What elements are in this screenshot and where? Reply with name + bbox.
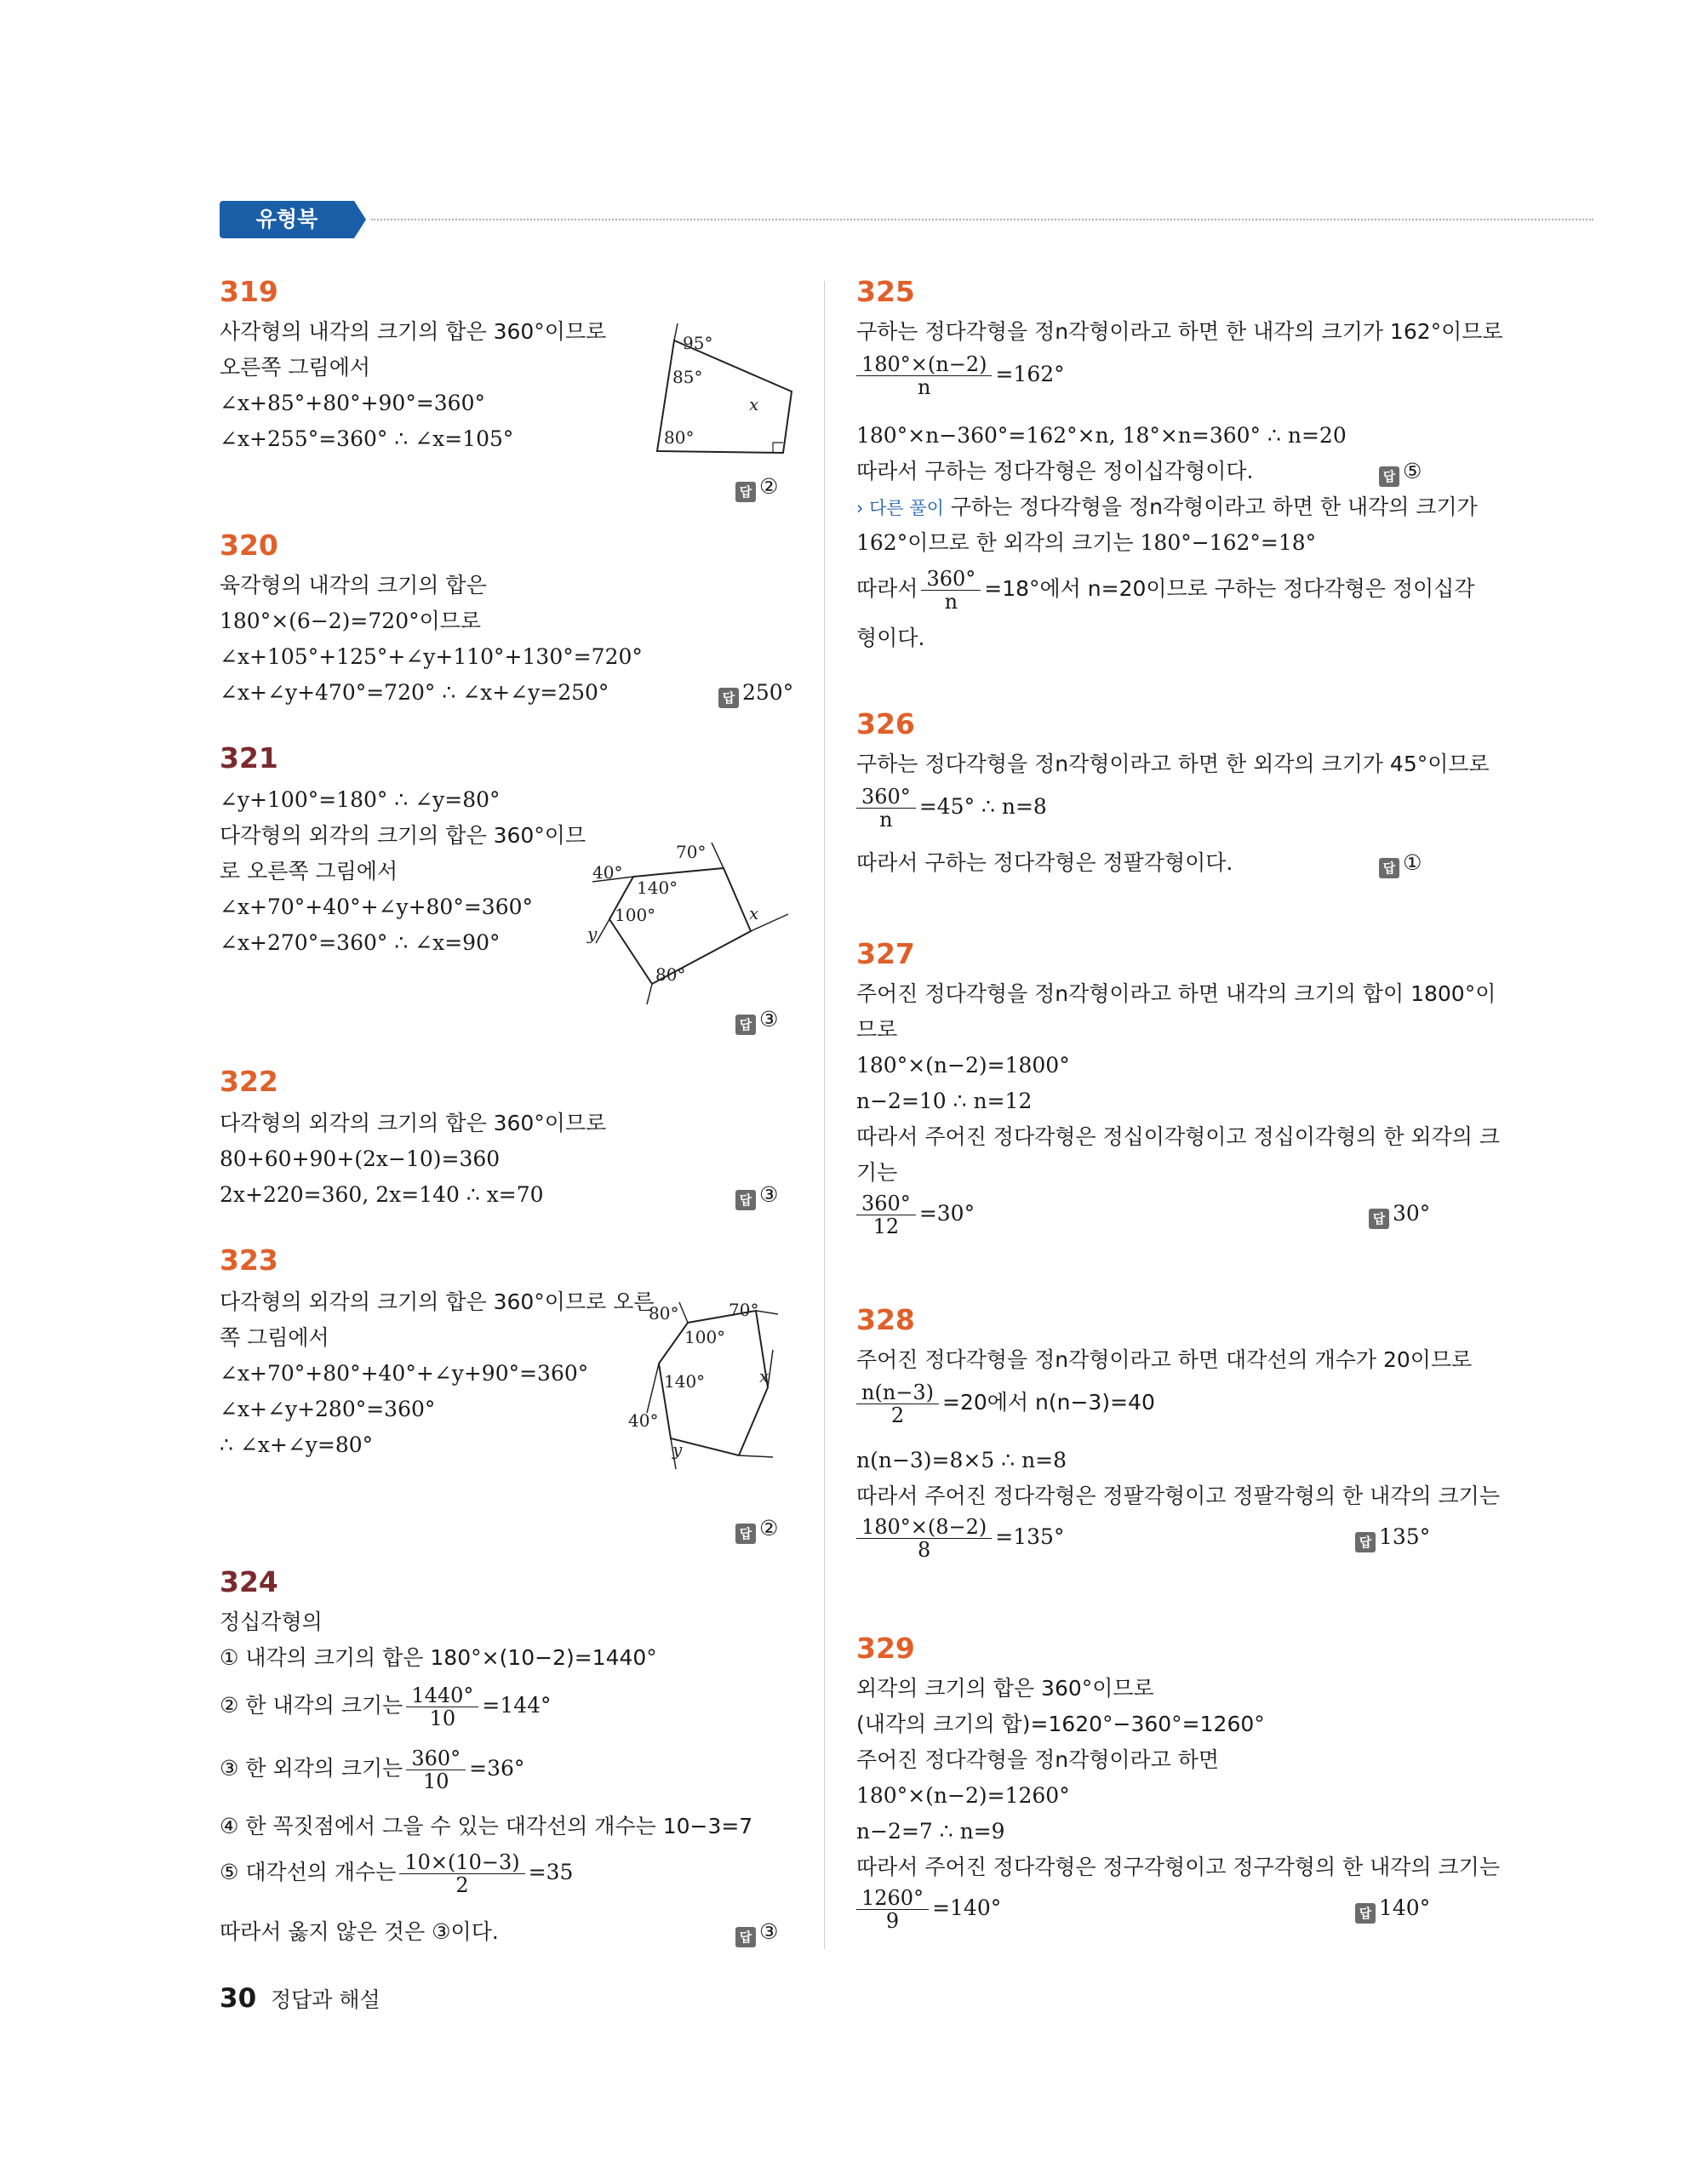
angle-label: 70° [676, 842, 707, 862]
problem-number: 320 [220, 529, 278, 562]
fraction: $\frac{360^\circ}{12}$ [856, 1192, 916, 1238]
problem-327 [856, 936, 1500, 1260]
answer-mark-icon: 답 [1379, 858, 1399, 878]
problem-328 [856, 1302, 1500, 1583]
angle-label: 85° [672, 367, 703, 387]
angle-label: x [759, 1366, 769, 1386]
answer-mark-icon: 답 [1355, 1532, 1376, 1552]
page-number: 30 [220, 1983, 257, 2014]
column-divider [824, 281, 825, 1949]
solution-line: 육각형의 내각의 크기의 합은 [220, 573, 487, 597]
problem-322 [220, 1064, 798, 1217]
solution-line: ∠x+255°=360° ∴ ∠x=105° [220, 426, 514, 451]
problem-324 [220, 1564, 798, 1922]
answer-mark-icon: 답 [1369, 1209, 1389, 1229]
angle-label: 40° [592, 862, 623, 883]
problem-326 [856, 706, 1490, 894]
solution-line: 정십각형의 [220, 1609, 323, 1634]
answer: 답 ① [1379, 848, 1422, 878]
figure-323-hexagon [628, 1294, 798, 1498]
solution-line: $\frac{180^\circ\times(8-2)}{8}$ =135° [856, 1512, 1064, 1563]
figure-319-quadrilateral [640, 323, 802, 460]
solution-line: 다각형의 외각의 크기의 합은 360°이므 [220, 823, 586, 848]
answer: 답 ⑤ [1379, 456, 1422, 487]
solution-line: 80+60+90+(2x−10)=360 [220, 1146, 501, 1171]
solution-line: ⑤ 대각선의 개수는 $\frac{10\times(10-3)}{2}$ =35 [220, 1850, 574, 1897]
solution-line: 다각형의 외각의 크기의 합은 360°이므로 [220, 1111, 607, 1135]
solution-line: ∠x+∠y+280°=360° [220, 1397, 436, 1421]
solution-line: ∠x+70°+40°+∠y+80°=360° [220, 895, 534, 919]
solution-line: 따라서 옳지 않은 것은 ③이다. [220, 1919, 499, 1944]
solution-line: 180°×(6−2)=720°이므로 [220, 609, 482, 633]
section-tag: 유형북 [220, 201, 354, 238]
answer-mark-icon: 답 [735, 482, 756, 502]
problem-329 [856, 1631, 1500, 1937]
solution-line: ③ 한 외각의 크기는 $\frac{360^\circ}{10}$ =36° [220, 1746, 525, 1793]
answer-mark-icon: 답 [735, 1927, 756, 1947]
answer-mark-icon: 답 [735, 1190, 756, 1210]
problem-number: 325 [856, 275, 915, 308]
angle-label: y [587, 923, 598, 944]
header-dotted-rule [371, 219, 1593, 220]
solution-line: n−2=7 ∴ n=9 [856, 1819, 1005, 1844]
solution-line: $\frac{180^\circ\times(n-2)}{n}$ =162° [856, 349, 1065, 400]
problem-number: 326 [856, 707, 915, 740]
solution-line: 2x+220=360, 2x=140 ∴ x=70 [220, 1182, 544, 1207]
solution-line: 180°×(n−2)=1260° [856, 1783, 1070, 1808]
solution-line: 162°이므로 한 외각의 크기는 180°−162°=18° [856, 530, 1317, 555]
solution-line: $\frac{1260^\circ}{9}$ =140° [856, 1883, 1001, 1934]
problem-number: 327 [856, 937, 915, 970]
fraction: $\frac{360^\circ}{n}$ [921, 568, 981, 613]
answer: 답 ③ [735, 1004, 778, 1035]
solution-line: $\frac{360^\circ}{12}$ =30° [856, 1188, 975, 1239]
section-tag-arrow [354, 201, 366, 238]
fraction: $\frac{1440^\circ}{10}$ [406, 1684, 478, 1729]
solution-line: 180°×(n−2)=1800° [856, 1053, 1070, 1078]
problem-number: 321 [220, 741, 278, 775]
solution-line: ∠x+85°+80°+90°=360° [220, 391, 485, 415]
problem-number: 328 [856, 1303, 915, 1336]
solution-line: 형이다. [856, 626, 925, 650]
angle-label: y [672, 1439, 683, 1460]
answer-mark-icon: 답 [1379, 466, 1399, 487]
solution-line: 외각의 크기의 합은 360°이므로 [856, 1676, 1154, 1701]
fraction: $\frac{1260^\circ}{9}$ [856, 1887, 929, 1932]
solution-line: 쪽 그림에서 [220, 1325, 329, 1350]
solution-line: 주어진 정다각형을 정n각형이라고 하면 [856, 1747, 1220, 1772]
solution-line: n(n−3)=8×5 ∴ n=8 [856, 1448, 1067, 1472]
angle-label: 80° [664, 427, 695, 448]
solution-line: 따라서 구하는 정다각형은 정팔각형이다. [856, 850, 1233, 875]
answer: 답 140° [1355, 1893, 1430, 1924]
angle-label: x [749, 394, 759, 415]
problem-number: 323 [220, 1244, 278, 1277]
solution-line: 므로 [856, 1017, 898, 1042]
solution-line: 구하는 정다각형을 정n각형이라고 하면 한 내각의 크기가 162°이므로 [856, 319, 1503, 344]
solution-line: $\frac{360^\circ}{n}$ =45° ∴ n=8 [856, 781, 1047, 832]
answer: 답 135° [1355, 1522, 1430, 1552]
problem-number: 319 [220, 275, 278, 308]
angle-label: 140° [637, 878, 678, 898]
alt-solution-label: › 다른 풀이 [856, 498, 944, 518]
fraction: $\frac{n(n-3)}{2}$ [856, 1381, 939, 1426]
figure-321-pentagon [584, 834, 797, 1004]
angle-label: 70° [729, 1300, 759, 1320]
fraction: $\frac{10\times(10-3)}{2}$ [399, 1851, 524, 1896]
answer: 답 30° [1369, 1198, 1430, 1229]
solution-line: ∠x+∠y+470°=720° ∴ ∠x+∠y=250° [220, 680, 609, 705]
fraction: $\frac{360^\circ}{n}$ [856, 786, 916, 831]
solution-line: 주어진 정다각형을 정n각형이라고 하면 내각의 크기의 합이 1800°이 [856, 981, 1496, 1006]
solution-line: ∠y+100°=180° ∴ ∠y=80° [220, 787, 501, 812]
solution-line: ② 한 내각의 크기는 $\frac{1440^\circ}{10}$ =144° [220, 1683, 552, 1730]
fraction: $\frac{360^\circ}{10}$ [406, 1747, 466, 1792]
solution-line: ∠x+70°+80°+40°+∠y+90°=360° [220, 1361, 589, 1386]
fraction: $\frac{180^\circ\times(8-2)}{8}$ [856, 1516, 992, 1561]
answer: 답 ③ [735, 1917, 778, 1947]
answer-mark-icon: 답 [735, 1524, 756, 1544]
solution-line: ∴ ∠x+∠y=80° [220, 1432, 374, 1457]
answer-mark-icon: 답 [718, 688, 739, 708]
answer: 답 ③ [735, 1180, 778, 1210]
solution-line: (내각의 크기의 합)=1620°−360°=1260° [856, 1712, 1265, 1736]
answer: 답 ② [735, 1513, 778, 1544]
solution-line: ① 내각의 크기의 합은 180°×(10−2)=1440° [220, 1645, 657, 1670]
solution-line: 따라서 구하는 정다각형은 정이십각형이다. [856, 459, 1254, 483]
solution-line: 주어진 정다각형을 정n각형이라고 하면 대각선의 개수가 20이므로 [856, 1347, 1473, 1372]
solution-line: ④ 한 꼭짓점에서 그을 수 있는 대각선의 개수는 10−3=7 [220, 1814, 753, 1838]
solution-line: 따라서 $\frac{360^\circ}{n}$ =18°에서 n=20이므로 구하는 정다각형은 정이십각 [856, 566, 1475, 614]
solution-line: 180°×n−360°=162°×n, 18°×n=360° ∴ n=20 [856, 423, 1347, 448]
answer-mark-icon: 답 [735, 1015, 756, 1035]
solution-line: 사각형의 내각의 크기의 합은 360°이므로 [220, 319, 607, 344]
solution-line: 기는 [856, 1160, 898, 1185]
solution-line: 구하는 정다각형을 정n각형이라고 하면 한 외각의 크기가 45°이므로 [856, 752, 1490, 776]
answer: 답 250° [718, 677, 793, 708]
solution-line: 로 오른쪽 그림에서 [220, 859, 398, 883]
solution-line: 따라서 주어진 정다각형은 정십이각형이고 정십이각형의 한 외각의 크 [856, 1124, 1500, 1149]
angle-label: 100° [684, 1327, 726, 1347]
answer-mark-icon: 답 [1355, 1903, 1376, 1924]
angle-label: x [749, 903, 759, 923]
solution-line: $\frac{n(n-3)}{2}$ =20에서 n(n−3)=40 [856, 1377, 1155, 1428]
angle-label: 40° [628, 1410, 659, 1431]
solution-line: 따라서 주어진 정다각형은 정구각형이고 정구각형의 한 내각의 크기는 [856, 1855, 1500, 1879]
problem-320 [220, 528, 798, 715]
solution-line: ∠x+105°+125°+∠y+110°+130°=720° [220, 644, 643, 669]
problem-number: 322 [220, 1065, 278, 1098]
angle-label: 95° [683, 333, 713, 353]
solution-line: 오른쪽 그림에서 [220, 355, 370, 380]
solution-line: ∠x+270°=360° ∴ ∠x=90° [220, 930, 501, 955]
problem-325 [856, 274, 1503, 666]
angle-label: 140° [664, 1371, 706, 1392]
fraction: $\frac{180^\circ\times(n-2)}{n}$ [856, 353, 992, 398]
answer: 답 ② [735, 472, 778, 502]
problem-number: 329 [856, 1632, 915, 1665]
angle-label: 100° [615, 905, 656, 925]
solution-line: 다각형의 외각의 크기의 합은 360°이므로 오른 [220, 1289, 655, 1314]
solution-line: › 다른 풀이 구하는 정다각형을 정n각형이라고 하면 한 내각의 크기가 [856, 495, 1478, 519]
problem-number: 324 [220, 1565, 278, 1598]
footer-title: 정답과 해설 [271, 1987, 380, 2012]
solution-line: 따라서 주어진 정다각형은 정팔각형이고 정팔각형의 한 내각의 크기는 [856, 1484, 1500, 1508]
solution-line: n−2=10 ∴ n=12 [856, 1089, 1033, 1113]
angle-label: 80° [655, 964, 686, 985]
angle-label: 80° [649, 1303, 679, 1324]
